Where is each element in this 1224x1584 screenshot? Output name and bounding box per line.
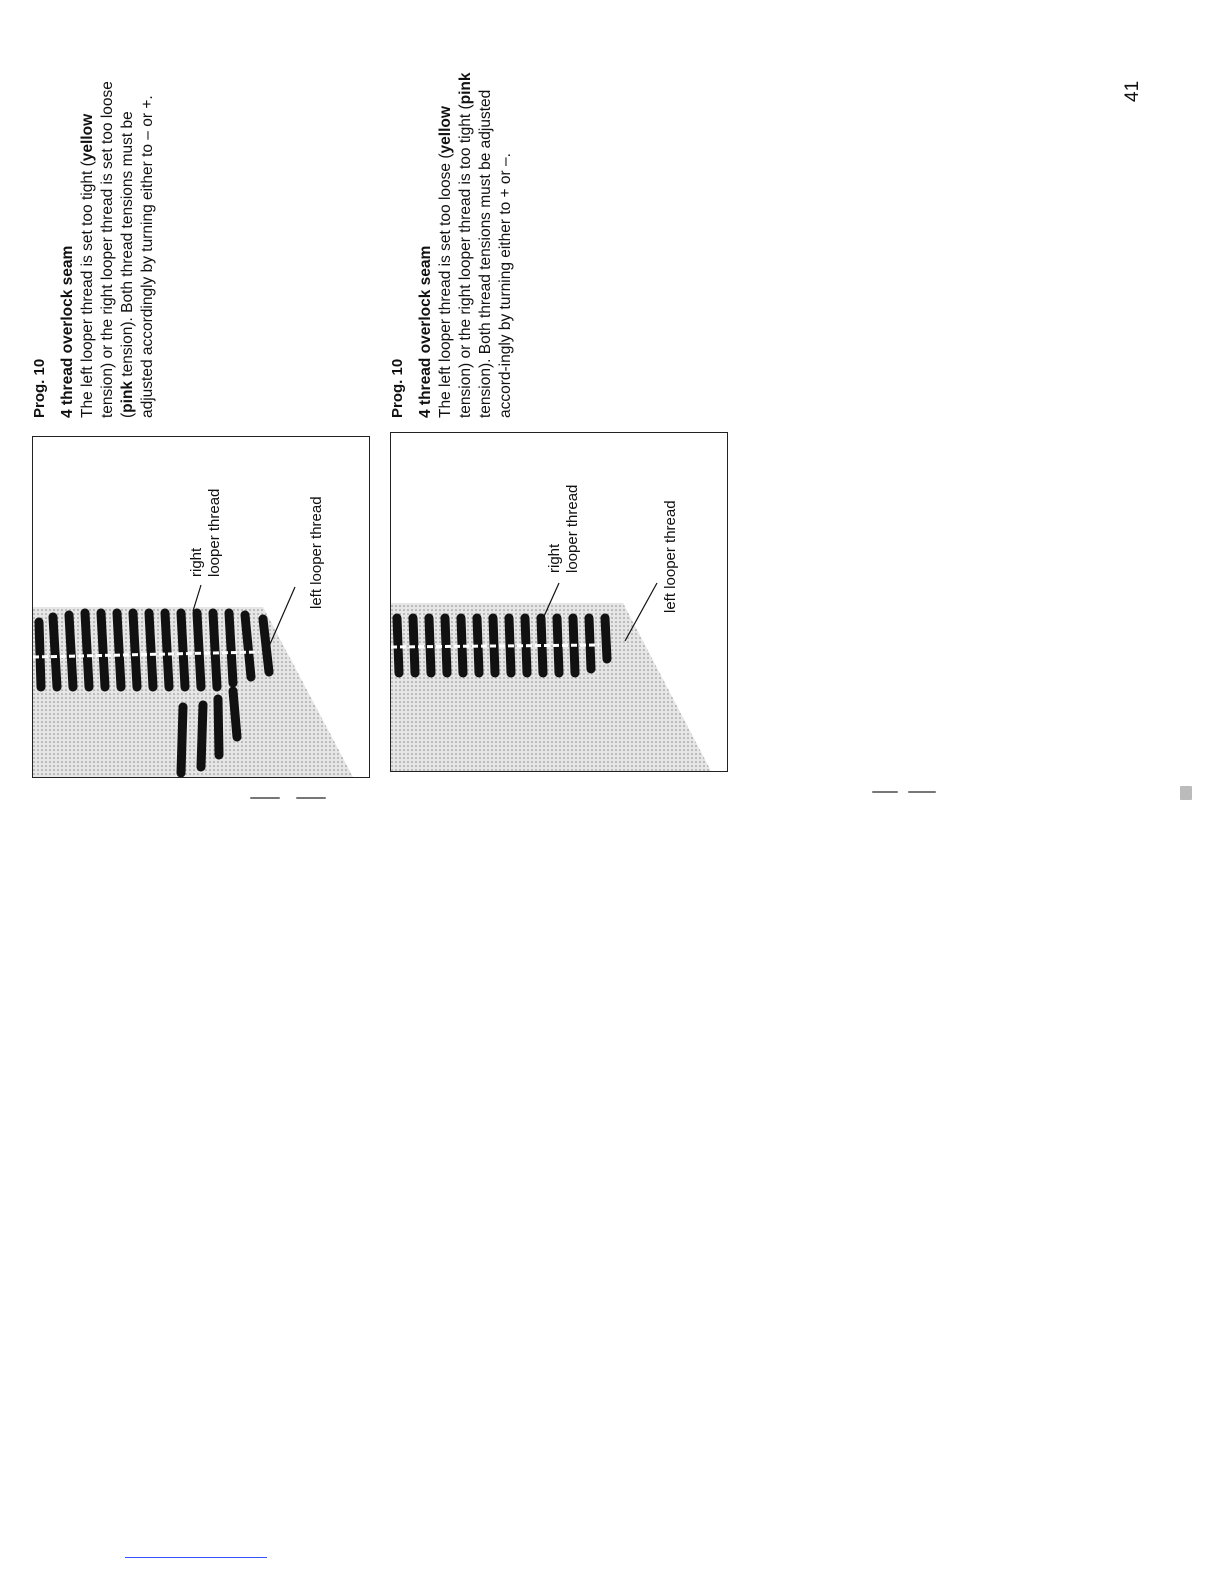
scan-mark — [908, 791, 936, 793]
fabric — [33, 607, 353, 777]
label-right-1: right — [188, 547, 205, 577]
seam-illustration-2 — [390, 432, 728, 772]
scan-mark — [872, 791, 898, 793]
section-1-prog: Prog. 10 — [31, 358, 48, 418]
label-right-2: looper thread — [564, 484, 581, 573]
page-number: 41 — [1122, 80, 1143, 102]
section-2-body — [437, 73, 514, 419]
section-2-body-part: tension) or the right looper thread is too tight ( — [457, 104, 474, 418]
section-1-heading: 4 thread overlock seam — [59, 245, 76, 418]
label-right-group — [188, 489, 223, 577]
section-2-body-part: The left looper thread is set too loose ( — [437, 153, 454, 418]
seam-diagram-1-svg — [33, 437, 369, 777]
scan-mark — [1180, 786, 1192, 800]
section-2-text — [388, 58, 528, 418]
section-1-body-part: tension). Both thread tensions must be adjusted accordingly by turning either to – or +. — [119, 95, 156, 418]
label-left: left looper thread — [308, 496, 325, 609]
fabric — [391, 603, 711, 771]
section-1-body-bold: pink — [119, 380, 136, 413]
left-looper-leader — [625, 583, 657, 641]
section-2-body-bold: pink — [457, 72, 474, 105]
label-right-1: right — [546, 543, 563, 573]
section-2-heading: 4 thread overlock seam — [417, 245, 434, 418]
scan-mark — [296, 797, 326, 799]
section-1-text — [30, 58, 170, 418]
label-right-2: looper thread — [206, 488, 223, 577]
seam-illustration-1 — [32, 436, 370, 778]
section-1-body-part: tension) or the right looper thread is set too loose ( — [99, 81, 136, 418]
label-right-group — [546, 485, 581, 573]
section-1-body-bold: yellow — [79, 113, 96, 162]
label-left: left looper thread — [662, 500, 679, 613]
seam-diagram-2-svg — [391, 433, 727, 771]
section-2-body-part: tension). Both thread tensions must be adjusted accord-ingly by turning either to + or –. — [477, 89, 514, 418]
needle-thread — [391, 645, 599, 647]
section-2-prog: Prog. 10 — [389, 358, 406, 418]
blue-underline — [125, 1557, 267, 1558]
scan-mark — [250, 797, 280, 799]
section-1-body-part: The left looper thread is set too tight ( — [79, 161, 96, 418]
section-1-body — [79, 81, 156, 418]
section-2-body-bold: yellow — [437, 106, 454, 154]
